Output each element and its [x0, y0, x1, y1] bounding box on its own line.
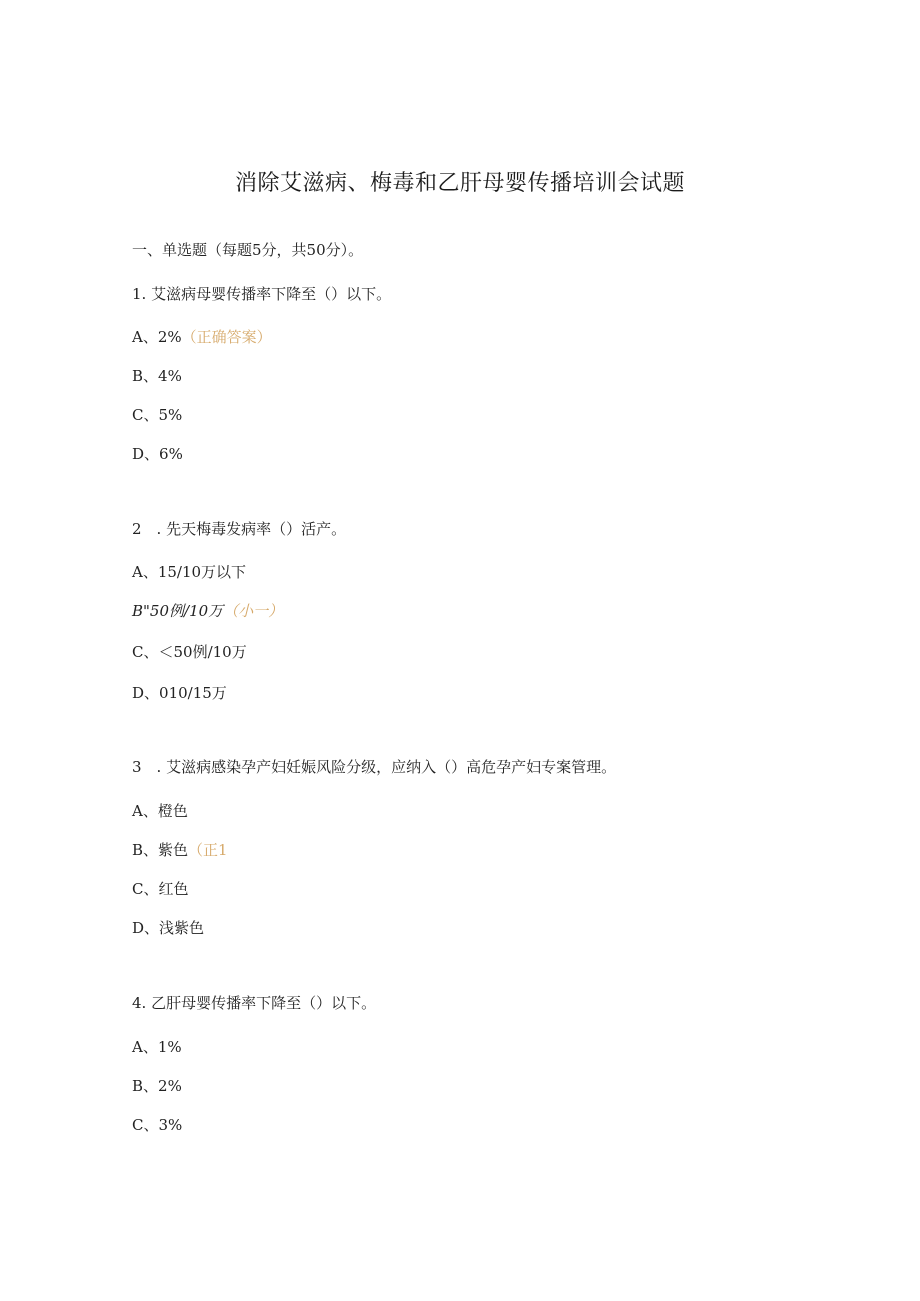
question-1-option-a: [132, 327, 272, 347]
question-3-option-b: [132, 840, 228, 860]
question-2-option-d: D、010/15万: [132, 684, 227, 702]
correct-answer-mark: （正1: [188, 841, 228, 859]
question-2-option-b: [132, 601, 283, 621]
question-1-option-b: B、4%: [132, 367, 182, 385]
option-text: B、紫色: [132, 841, 189, 859]
question-4-option-c: C、3%: [132, 1116, 183, 1134]
option-text: B"50例/10万: [132, 602, 224, 620]
question-1-stem: 1. 艾滋病母婴传播率下降至（）以下。: [132, 285, 392, 303]
correct-answer-mark: （小一）: [223, 602, 284, 620]
question-3-stem: 3 . 艾滋病感染孕产妇妊娠风险分级，应纳入（）高危孕产妇专案管理。: [132, 758, 617, 776]
correct-answer-mark: （正确答案）: [181, 328, 272, 346]
question-1-option-c: C、5%: [132, 406, 183, 424]
question-3-option-c: C、红色: [132, 880, 189, 898]
question-4-stem: 4. 乙肝母婴传播率下降至（）以下。: [132, 994, 377, 1012]
question-2-stem: 2 . 先天梅毒发病率（）活产。: [132, 520, 347, 538]
section-heading: 一、单选题（每题5分，共50分）。: [132, 241, 364, 259]
question-4-option-a: A、1%: [132, 1038, 182, 1056]
question-4-option-b: B、2%: [132, 1077, 182, 1095]
question-3-option-d: D、浅紫色: [132, 919, 205, 937]
question-3-option-a: A、橙色: [132, 802, 188, 820]
page-title: 消除艾滋病、梅毒和乙肝母婴传播培训会试题: [234, 171, 685, 196]
question-1-option-d: D、6%: [132, 445, 183, 463]
question-2-option-a: A、15/10万以下: [132, 563, 247, 581]
question-2-option-c: C、＜50例/10万: [132, 643, 247, 661]
option-text: A、2%: [132, 328, 182, 346]
